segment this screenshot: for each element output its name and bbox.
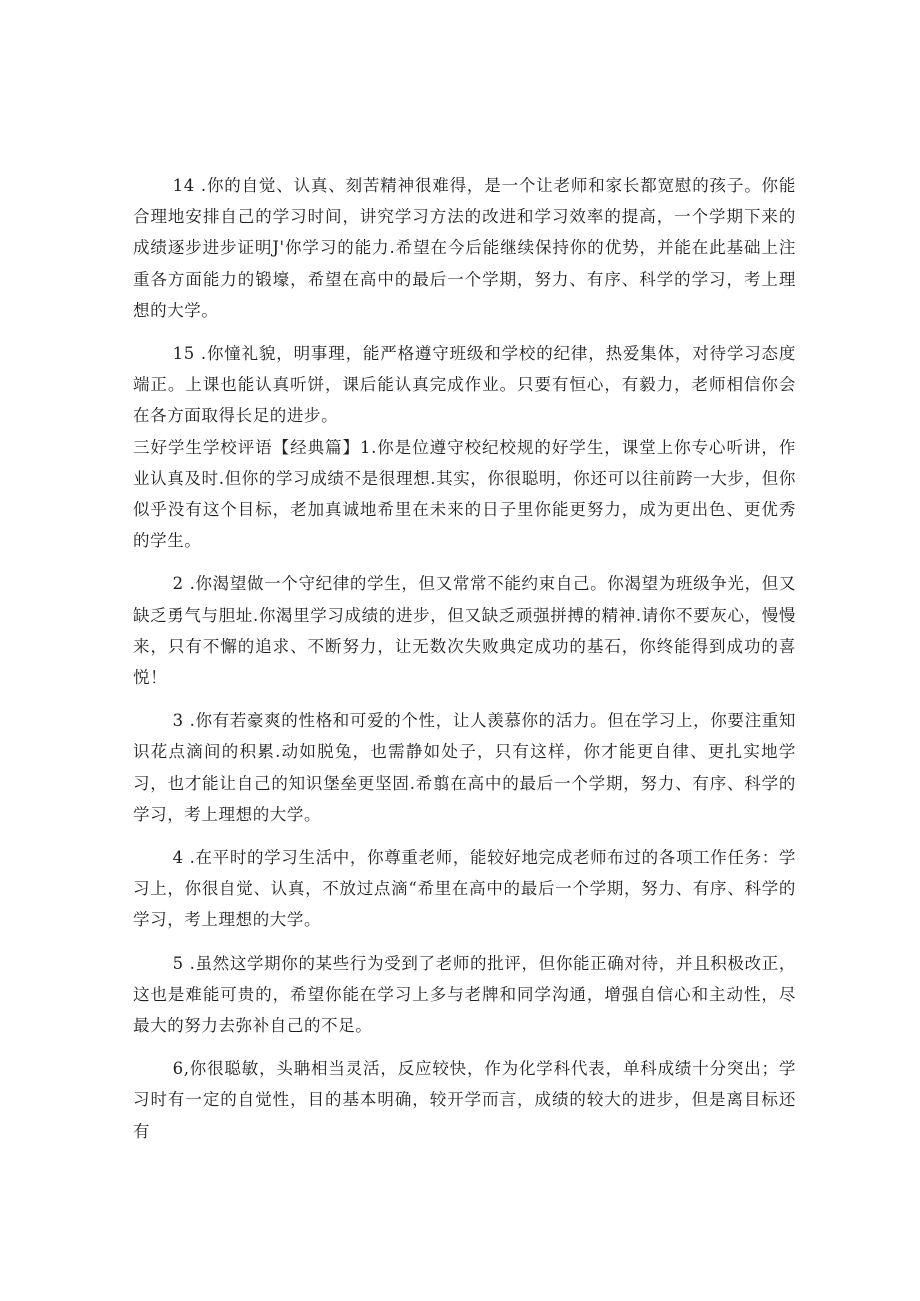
paragraph-2: 2 .你渴望做一个守纪律的学生，但又常常不能约束自己。你渴望为班级争光，但又缺乏勇气与胆址.你渴里学习成绩的进步，但又缺乏顽强拼搏的精神.请你不要灰心，慢慢来，只有不懈的追求、不断努力，让无数次失败典定成功的基石，你终能得到成功的喜悦！ — [133, 574, 796, 688]
paragraph-5: 5 .虽然这学期你的某些行为受到了老师的批评，但你能正确对待，并且积极改正，这也是难能可贵的，希望你能在学习上多与老牌和同学沟通，增强自信心和主动性，尽最大的努力去弥补自己的不足。 — [133, 953, 796, 1036]
document-body — [133, 170, 796, 1147]
paragraph-section-heading: 三好学生学校评语【经典篇】1.你是位遵守校纪校规的好学生，课堂上你专心听讲，作业认真及时.但你的学习成绩不是很理想.其实，你很聪明，你还可以往前跨一大步，但你似乎没有这个目标，老加真诚地希里在未来的日子里你能更努力，成为更出色、更优秀的学生。 — [133, 437, 796, 551]
paragraph-3: 3 .你有若豪爽的性格和可爱的个性，让人羡慕你的活力。但在学习上，你要注重知识花点滴间的积累.动如脱兔，也需静如处子，只有这样，你才能更自律、更扎实地学习，也才能让自己的知识堡垒更坚固.希翦在高中的最后一个学期，努力、有序、科学的学习，考上理想的大学。 — [133, 711, 796, 824]
paragraph-14: 14 .你的自觉、认真、刻苦精神很难得，是一个让老师和家长都宽慰的孩子。你能合理地安排自己的学习时间，讲究学习方法的改进和学习效率的提高，一个学期下来的成绩逐步进步证明J'你学习的能力.希望在今后能继续保持你的优势，并能在此基础上注重各方面能力的锻壕，希望在高中的最后一个学期，努力、有序、科学的学习，考上理想的大学。 — [133, 176, 796, 320]
paragraph-15: 15 .你憧礼貌，明事理，能严格遵守班级和学校的纪律，热爱集体，对待学习态度端正。上课也能认真听饼，课后能认真完成作业。只要有恒心，有毅力，老师相信你会在各方面取得长足的进步。 — [133, 344, 796, 426]
paragraph-4: 4 .在平时的学习生活中，你尊重老师，能较好地完成老师布过的各项工作任务：学习上，你很自觉、认真，不放过点滴“希里在高中的最后一个学期，努力、有序、科学的学习，考上理想的大学。 — [133, 848, 796, 930]
paragraph-6: 6,你很聪敏，头聃相当灵活，反应较快，作为化学科代表，单科成绩十分突出；学习时有一定的自觉性，目的基本明确，较开学而言，成绩的较大的进步，但是离目标还有 — [133, 1059, 796, 1141]
